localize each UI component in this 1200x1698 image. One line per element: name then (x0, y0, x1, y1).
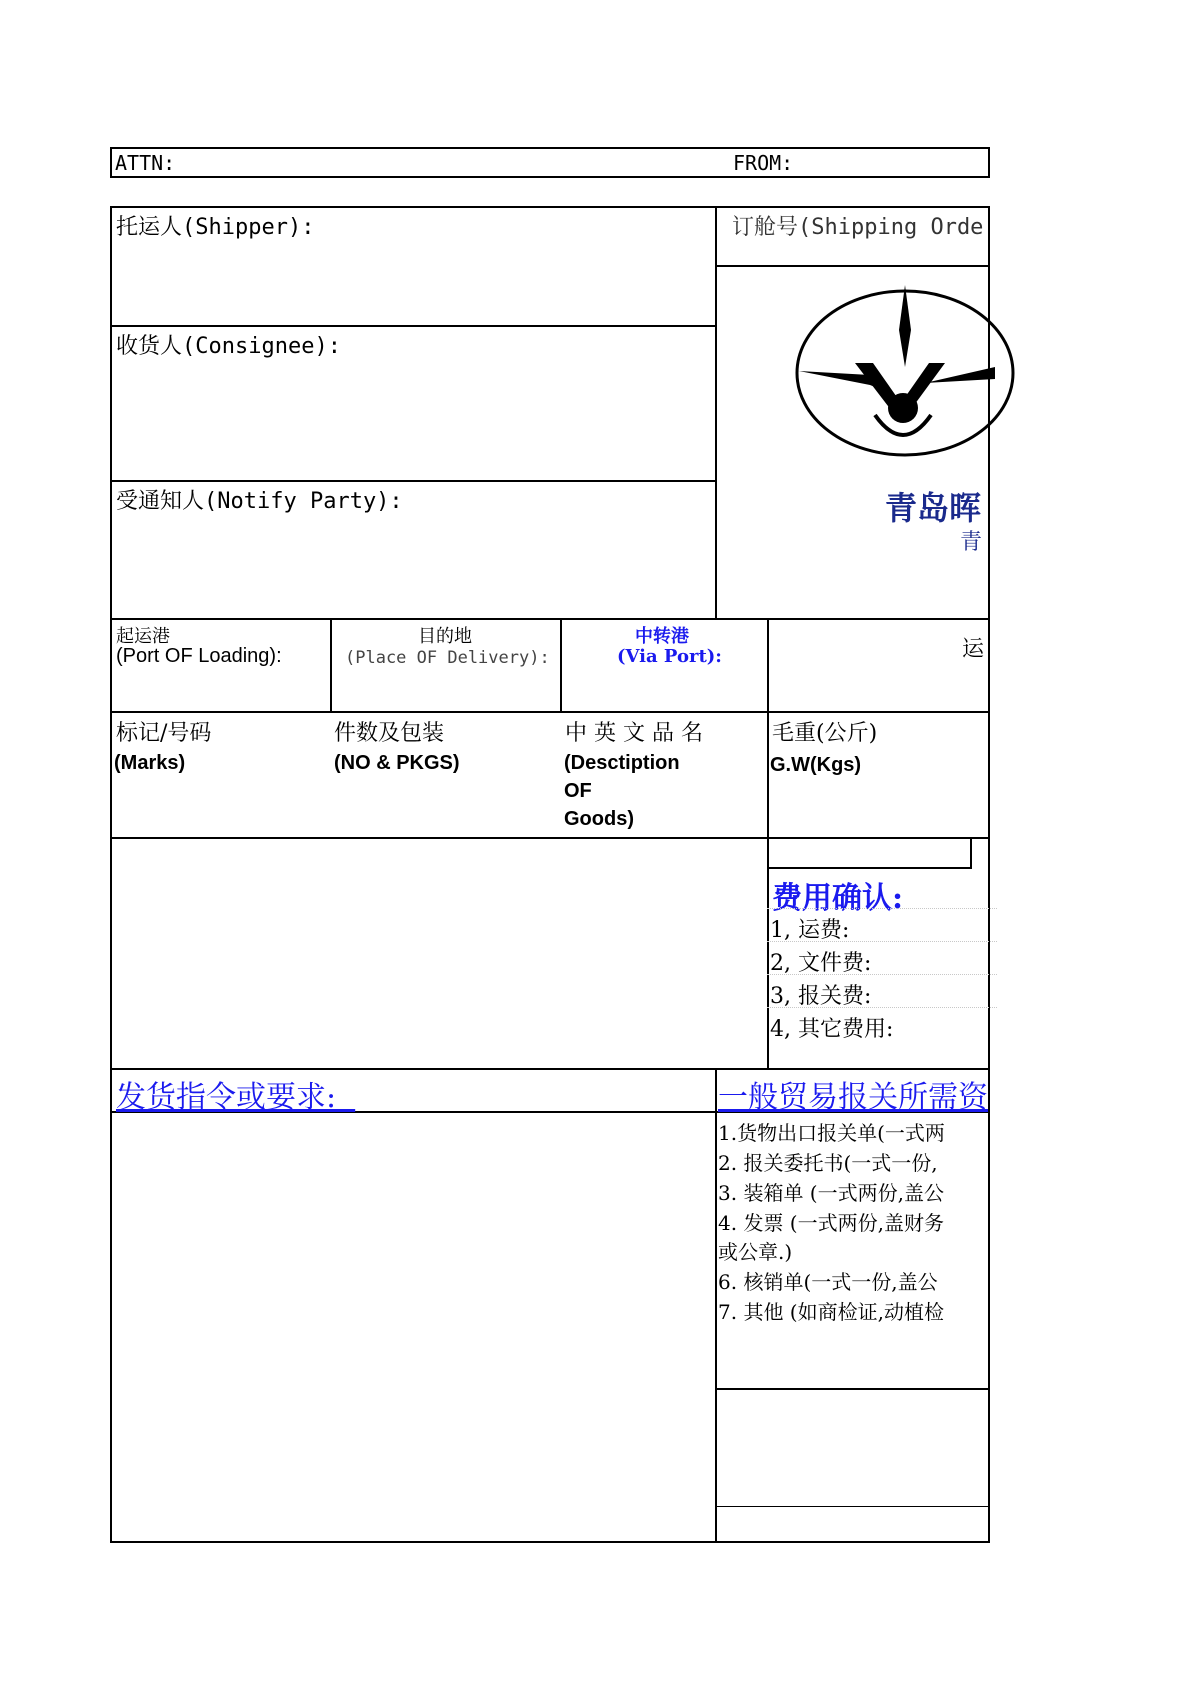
attn-label: ATTN: (115, 151, 176, 175)
fees-dotline-1 (767, 941, 997, 942)
customs-item-2: 2. 报关委托书(一式一份, (718, 1151, 938, 1175)
fee-item-customs: 3, 报关费: (770, 984, 872, 1009)
shipper-label: 托运人(Shipper): (116, 215, 315, 240)
customs-item-4-cont: 或公章.) (718, 1240, 793, 1264)
ports-fourth-label: 运 (962, 637, 985, 662)
marks-en: (Marks) (114, 752, 186, 774)
fees-dotline-3 (767, 1007, 997, 1008)
customs-item-6: 6. 核销单(一式一份,盖公 (718, 1270, 938, 1294)
shipping-order-label: 订舱号(Shipping Orde (732, 215, 984, 240)
desc-cn: 中 英 文 品 名 (565, 721, 703, 746)
header-bar (110, 147, 990, 178)
company-logo-icon (795, 275, 995, 475)
fees-dotline-0 (767, 908, 997, 909)
marks-cn: 标记/号码 (116, 721, 212, 746)
customs-item-3: 3. 装箱单 (一式两份,盖公 (718, 1181, 944, 1205)
via-port-en: (Via Port): (617, 646, 722, 667)
delivery-en: (Place OF Delivery): (345, 648, 550, 668)
fee-item-other: 4, 其它费用: (770, 1017, 894, 1042)
customs-lower-line-1 (715, 1388, 990, 1390)
consignee-label: 收货人(Consignee): (116, 334, 341, 359)
gw-cn: 毛重(公斤) (772, 721, 878, 746)
customs-item-4: 4. 发票 (一式两份,盖财务 (718, 1211, 944, 1235)
loading-port-cn: 起运港 (116, 626, 170, 647)
delivery-cn: 目的地 (418, 626, 472, 647)
instructions-divider (715, 1068, 717, 1543)
customs-item-1: 1.货物出口报关单(一式两 (718, 1121, 945, 1145)
shipping-order-bottom-line (715, 265, 990, 267)
loading-port-en: (Port OF Loading): (116, 645, 282, 667)
left-right-divider (715, 206, 717, 620)
notify-party-label: 受通知人(Notify Party): (116, 489, 403, 514)
gw-en: G.W(Kgs) (770, 754, 862, 776)
pkgs-en: (NO & PKGS) (334, 752, 460, 774)
ports-top-line (110, 618, 990, 620)
customs-lower-line-2 (715, 1506, 990, 1507)
fee-item-freight: 1, 运费: (770, 918, 850, 943)
instructions-top-line (110, 1068, 990, 1070)
customs-item-7: 7. 其他 (如商检证,动植检 (718, 1300, 944, 1324)
goods-top-line (110, 711, 990, 713)
ports-div-2 (560, 618, 562, 713)
fees-title: 费用确认: (772, 881, 904, 916)
customs-docs-title: 一般贸易报关所需资 (718, 1080, 988, 1115)
ports-div-1 (330, 618, 332, 713)
consignee-bottom-line (110, 480, 717, 482)
gw-value-cell (767, 837, 972, 869)
desc-en-2: OF (564, 780, 592, 802)
from-label: FROM: (733, 151, 794, 175)
via-port-cn: 中转港 (635, 626, 689, 647)
company-subtitle: 青 (960, 530, 983, 555)
company-name: 青岛晖 (885, 489, 982, 527)
pkgs-cn: 件数及包装 (334, 721, 445, 746)
shipper-bottom-line (110, 325, 717, 327)
fee-item-document: 2, 文件费: (770, 951, 872, 976)
desc-en-3: Goods) (564, 808, 634, 830)
instructions-title: 发货指令或要求: (116, 1080, 356, 1115)
fees-dotline-2 (767, 974, 997, 975)
desc-en-1: (Desctiption (564, 752, 680, 774)
